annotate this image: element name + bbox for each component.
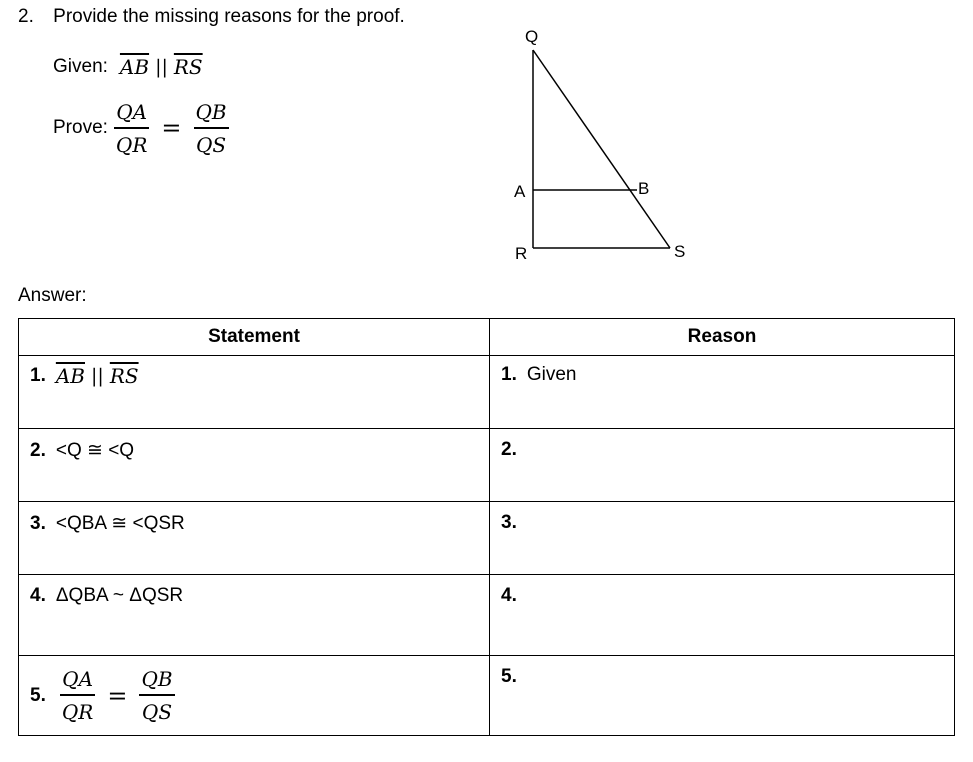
equals-sign: = xyxy=(161,114,182,143)
table-row xyxy=(19,356,955,429)
prove-line xyxy=(53,102,229,155)
step-number: 4. xyxy=(501,585,517,606)
statement-cell xyxy=(19,575,490,656)
fraction-numerator: QB xyxy=(141,667,173,692)
reason-cell[interactable] xyxy=(490,502,955,575)
given-segment-rs: $\overline{RS}$ xyxy=(173,55,203,79)
fraction-denominator: QR xyxy=(115,132,148,157)
step-number: 4. xyxy=(30,585,46,606)
vertex-label-b: B xyxy=(638,179,650,198)
answer-label: Answer: xyxy=(18,285,87,306)
table-header-row xyxy=(19,319,955,356)
statement-text: <Q ≅ <Q xyxy=(55,440,135,461)
prove-fraction-left xyxy=(114,102,149,155)
statement-segment-rs: $\overline{RS}$ xyxy=(109,364,139,388)
table-row xyxy=(19,429,955,502)
fraction-bar xyxy=(194,127,229,129)
problem-number: 2. xyxy=(18,6,34,27)
step-number: 5. xyxy=(501,666,517,687)
statement-header: Statement xyxy=(19,319,490,356)
prove-label: Prove: xyxy=(53,117,108,139)
fraction-numerator: QB xyxy=(195,100,227,124)
step-number: 1. xyxy=(501,364,517,385)
reason-cell[interactable] xyxy=(490,575,955,656)
fraction-numerator: QA xyxy=(116,100,148,124)
fraction-denominator: QS xyxy=(195,132,227,157)
reason-cell xyxy=(490,356,955,429)
table-row xyxy=(19,502,955,575)
problem-header xyxy=(18,6,405,28)
vertex-label-q: Q xyxy=(525,27,539,46)
table-row xyxy=(19,656,955,736)
parallel-symbol: || xyxy=(155,56,168,78)
reason-cell[interactable] xyxy=(490,656,955,736)
equals-sign: = xyxy=(107,681,128,710)
fraction-denominator: QS xyxy=(141,699,173,724)
statement-cell xyxy=(19,656,490,736)
statement-text: <QBA ≅ <QSR xyxy=(55,513,185,534)
fraction-bar xyxy=(114,127,149,129)
step-number: 5. xyxy=(30,684,46,706)
fraction-bar xyxy=(60,694,95,696)
step-number: 3. xyxy=(30,512,46,534)
statement-cell xyxy=(19,356,490,429)
vertex-label-a: A xyxy=(514,182,526,201)
vertex-label-s: S xyxy=(674,242,686,261)
reason-cell[interactable] xyxy=(490,429,955,502)
given-label: Given: xyxy=(53,56,108,77)
given-segment-ab: $\overline{AB}$ xyxy=(119,55,150,79)
segment-qs xyxy=(533,50,670,248)
fraction-denominator: QR xyxy=(61,699,94,724)
step-number: 2. xyxy=(30,439,46,461)
table-row xyxy=(19,575,955,656)
fraction-numerator: QA xyxy=(62,667,94,692)
proof-table xyxy=(18,318,955,736)
statement-fraction-left xyxy=(60,669,95,722)
reason-text: Given xyxy=(526,364,577,385)
statement-cell xyxy=(19,429,490,502)
fraction-bar xyxy=(139,694,174,696)
reason-header: Reason xyxy=(490,319,955,356)
statement-cell xyxy=(19,502,490,575)
step-number: 2. xyxy=(501,439,517,460)
step-number: 1. xyxy=(30,365,46,386)
statement-segment-ab: $\overline{AB}$ xyxy=(55,364,85,388)
given-line xyxy=(53,55,203,79)
statement-text: ΔQBA ~ ΔQSR xyxy=(55,585,184,606)
parallel-symbol: || xyxy=(91,365,104,387)
step-number: 3. xyxy=(501,512,517,533)
triangle-diagram xyxy=(500,22,700,267)
vertex-label-r: R xyxy=(515,244,528,263)
problem-instruction: Provide the missing reasons for the proof. xyxy=(53,6,405,27)
statement-fraction-right xyxy=(139,669,174,722)
prove-fraction-right xyxy=(194,102,229,155)
